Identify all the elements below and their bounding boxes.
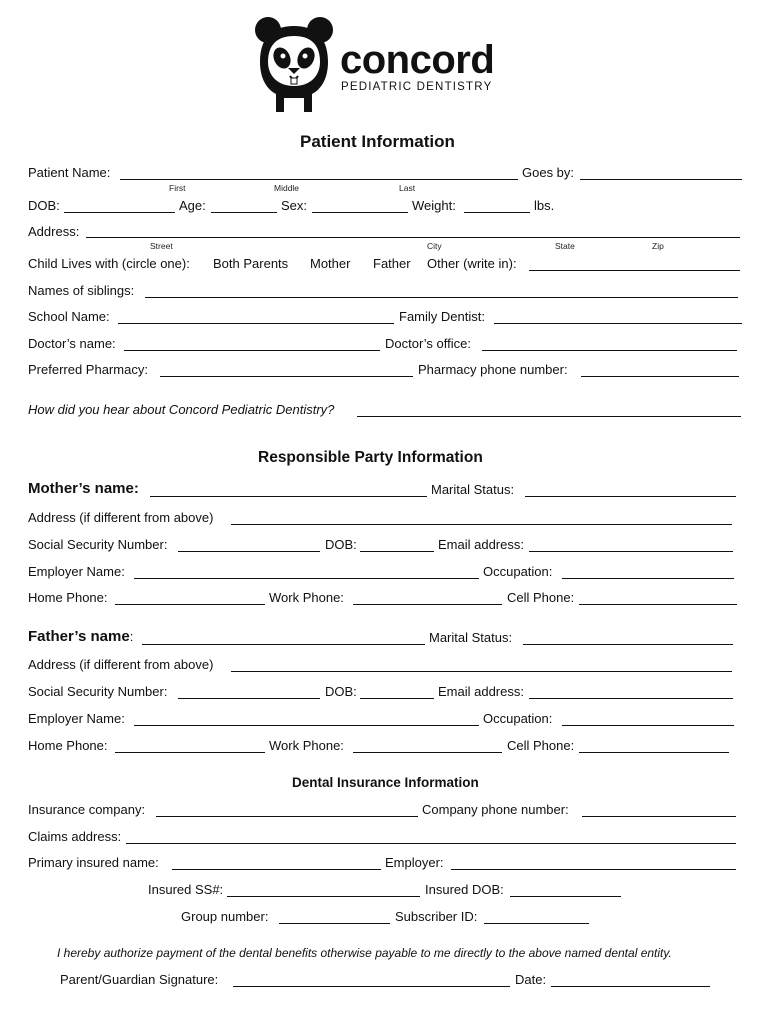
primary-insured-field[interactable] — [172, 869, 381, 870]
father-marital-field[interactable] — [523, 644, 733, 645]
company-phone-label: Company phone number: — [422, 802, 569, 817]
claims-address-label: Claims address: — [28, 829, 122, 844]
panda-icon — [254, 16, 336, 114]
doctor-name-label: Doctor’s name: — [28, 336, 116, 351]
father-ssn-field[interactable] — [178, 698, 320, 699]
other-label: Other (write in): — [427, 256, 517, 271]
school-label: School Name: — [28, 309, 110, 324]
lbs-label: lbs. — [534, 198, 555, 213]
other-field[interactable] — [529, 270, 740, 271]
group-number-label: Group number: — [181, 909, 269, 924]
claims-address-field[interactable] — [126, 843, 736, 844]
primary-insured-label: Primary insured name: — [28, 855, 159, 870]
father-cell-phone-field[interactable] — [579, 752, 729, 753]
first-caption: First — [169, 183, 186, 193]
father-work-phone-label: Work Phone: — [269, 738, 344, 753]
doctor-name-field[interactable] — [124, 350, 380, 351]
mother-dob-field[interactable] — [360, 551, 434, 552]
patient-info-title: Patient Information — [300, 132, 455, 151]
patient-name-label: Patient Name: — [28, 165, 111, 180]
signature-label: Parent/Guardian Signature: — [60, 972, 219, 987]
pharmacy-field[interactable] — [160, 376, 413, 377]
father-home-phone-label: Home Phone: — [28, 738, 108, 753]
hear-about-field[interactable] — [357, 416, 741, 417]
goes-by-field[interactable] — [580, 179, 742, 180]
mother-address-field[interactable] — [231, 524, 732, 525]
mother-email-label: Email address: — [438, 537, 524, 552]
insured-dob-field[interactable] — [510, 896, 621, 897]
doctor-office-field[interactable] — [482, 350, 737, 351]
father-address-field[interactable] — [231, 671, 732, 672]
state-caption: State — [555, 241, 575, 251]
insurance-employer-field[interactable] — [451, 869, 736, 870]
mother-work-phone-label: Work Phone: — [269, 590, 344, 605]
mother-email-field[interactable] — [529, 551, 733, 552]
mother-address-label: Address (if different from above) — [28, 510, 214, 525]
authorization-statement: I hereby authorize payment of the dental benefits otherwise payable to me directly to the above named dental entity. — [57, 946, 672, 960]
father-name-label: Father’s name: — [28, 628, 134, 645]
father-home-phone-field[interactable] — [115, 752, 265, 753]
dob-field[interactable] — [64, 212, 175, 213]
father-email-field[interactable] — [529, 698, 733, 699]
father-cell-phone-label: Cell Phone: — [507, 738, 575, 753]
mother-name-label: Mother’s name: — [28, 480, 139, 497]
family-dentist-field[interactable] — [494, 323, 742, 324]
dob-label: DOB: — [28, 198, 60, 213]
mother-employer-field[interactable] — [134, 578, 479, 579]
sex-label: Sex: — [281, 198, 308, 213]
mother-home-phone-label: Home Phone: — [28, 590, 108, 605]
father-dob-label: DOB: — [325, 684, 357, 699]
insured-dob-label: Insured DOB: — [425, 882, 504, 897]
father-employer-field[interactable] — [134, 725, 479, 726]
patient-name-field[interactable] — [120, 179, 518, 180]
weight-label: Weight: — [412, 198, 456, 213]
option-both-parents[interactable]: Both Parents — [213, 256, 289, 271]
address-label: Address: — [28, 224, 80, 239]
mother-marital-field[interactable] — [525, 496, 736, 497]
insurance-company-label: Insurance company: — [28, 802, 146, 817]
date-field[interactable] — [551, 986, 710, 987]
option-mother[interactable]: Mother — [310, 256, 351, 271]
company-phone-field[interactable] — [582, 816, 736, 817]
mother-cell-phone-label: Cell Phone: — [507, 590, 575, 605]
date-label: Date: — [515, 972, 547, 987]
age-label: Age: — [179, 198, 206, 213]
father-ssn-label: Social Security Number: — [28, 684, 168, 699]
pharmacy-phone-label: Pharmacy phone number: — [418, 362, 568, 377]
mother-employer-label: Employer Name: — [28, 564, 125, 579]
pharmacy-phone-field[interactable] — [581, 376, 739, 377]
mother-name-field[interactable] — [150, 496, 427, 497]
school-field[interactable] — [118, 323, 394, 324]
pharmacy-label: Preferred Pharmacy: — [28, 362, 148, 377]
father-marital-label: Marital Status: — [429, 630, 513, 645]
mother-cell-phone-field[interactable] — [579, 604, 737, 605]
family-dentist-label: Family Dentist: — [399, 309, 485, 324]
signature-field[interactable] — [233, 986, 510, 987]
insurance-title: Dental Insurance Information — [292, 775, 479, 790]
responsible-party-title: Responsible Party Information — [258, 449, 483, 466]
weight-field[interactable] — [464, 212, 530, 213]
father-email-label: Email address: — [438, 684, 524, 699]
insurance-company-field[interactable] — [156, 816, 418, 817]
sex-field[interactable] — [312, 212, 408, 213]
insured-ss-field[interactable] — [227, 896, 420, 897]
child-lives-label: Child Lives with (circle one): — [28, 256, 190, 271]
subscriber-id-label: Subscriber ID: — [395, 909, 478, 924]
father-occupation-label: Occupation: — [483, 711, 553, 726]
siblings-label: Names of siblings: — [28, 283, 135, 298]
mother-work-phone-field[interactable] — [353, 604, 502, 605]
father-name-field[interactable] — [142, 644, 425, 645]
option-father[interactable]: Father — [373, 256, 411, 271]
insurance-employer-label: Employer: — [385, 855, 444, 870]
last-caption: Last — [399, 183, 416, 193]
doctor-office-label: Doctor’s office: — [385, 336, 471, 351]
street-caption: Street — [150, 241, 173, 251]
zip-caption: Zip — [652, 241, 664, 251]
father-dob-field[interactable] — [360, 698, 434, 699]
father-employer-label: Employer Name: — [28, 711, 125, 726]
group-number-field[interactable] — [279, 923, 390, 924]
address-field[interactable] — [86, 237, 740, 238]
mother-ssn-label: Social Security Number: — [28, 537, 168, 552]
goes-by-label: Goes by: — [522, 165, 575, 180]
city-caption: City — [427, 241, 442, 251]
mother-marital-label: Marital Status: — [431, 482, 515, 497]
mother-occupation-field[interactable] — [562, 578, 734, 579]
age-field[interactable] — [211, 212, 277, 213]
father-occupation-field[interactable] — [562, 725, 734, 726]
father-work-phone-field[interactable] — [353, 752, 502, 753]
brand-subtitle: PEDIATRIC DENTISTRY — [341, 81, 493, 93]
mother-home-phone-field[interactable] — [115, 604, 265, 605]
mother-dob-label: DOB: — [325, 537, 357, 552]
mother-occupation-label: Occupation: — [483, 564, 553, 579]
subscriber-id-field[interactable] — [484, 923, 589, 924]
brand-name: concord — [340, 38, 495, 82]
middle-caption: Middle — [274, 183, 300, 193]
mother-ssn-field[interactable] — [178, 551, 320, 552]
hear-about-label: How did you hear about Concord Pediatric Dentistry? — [28, 402, 335, 417]
insured-ss-label: Insured SS#: — [148, 882, 224, 897]
father-address-label: Address (if different from above) — [28, 657, 214, 672]
siblings-field[interactable] — [145, 297, 738, 298]
